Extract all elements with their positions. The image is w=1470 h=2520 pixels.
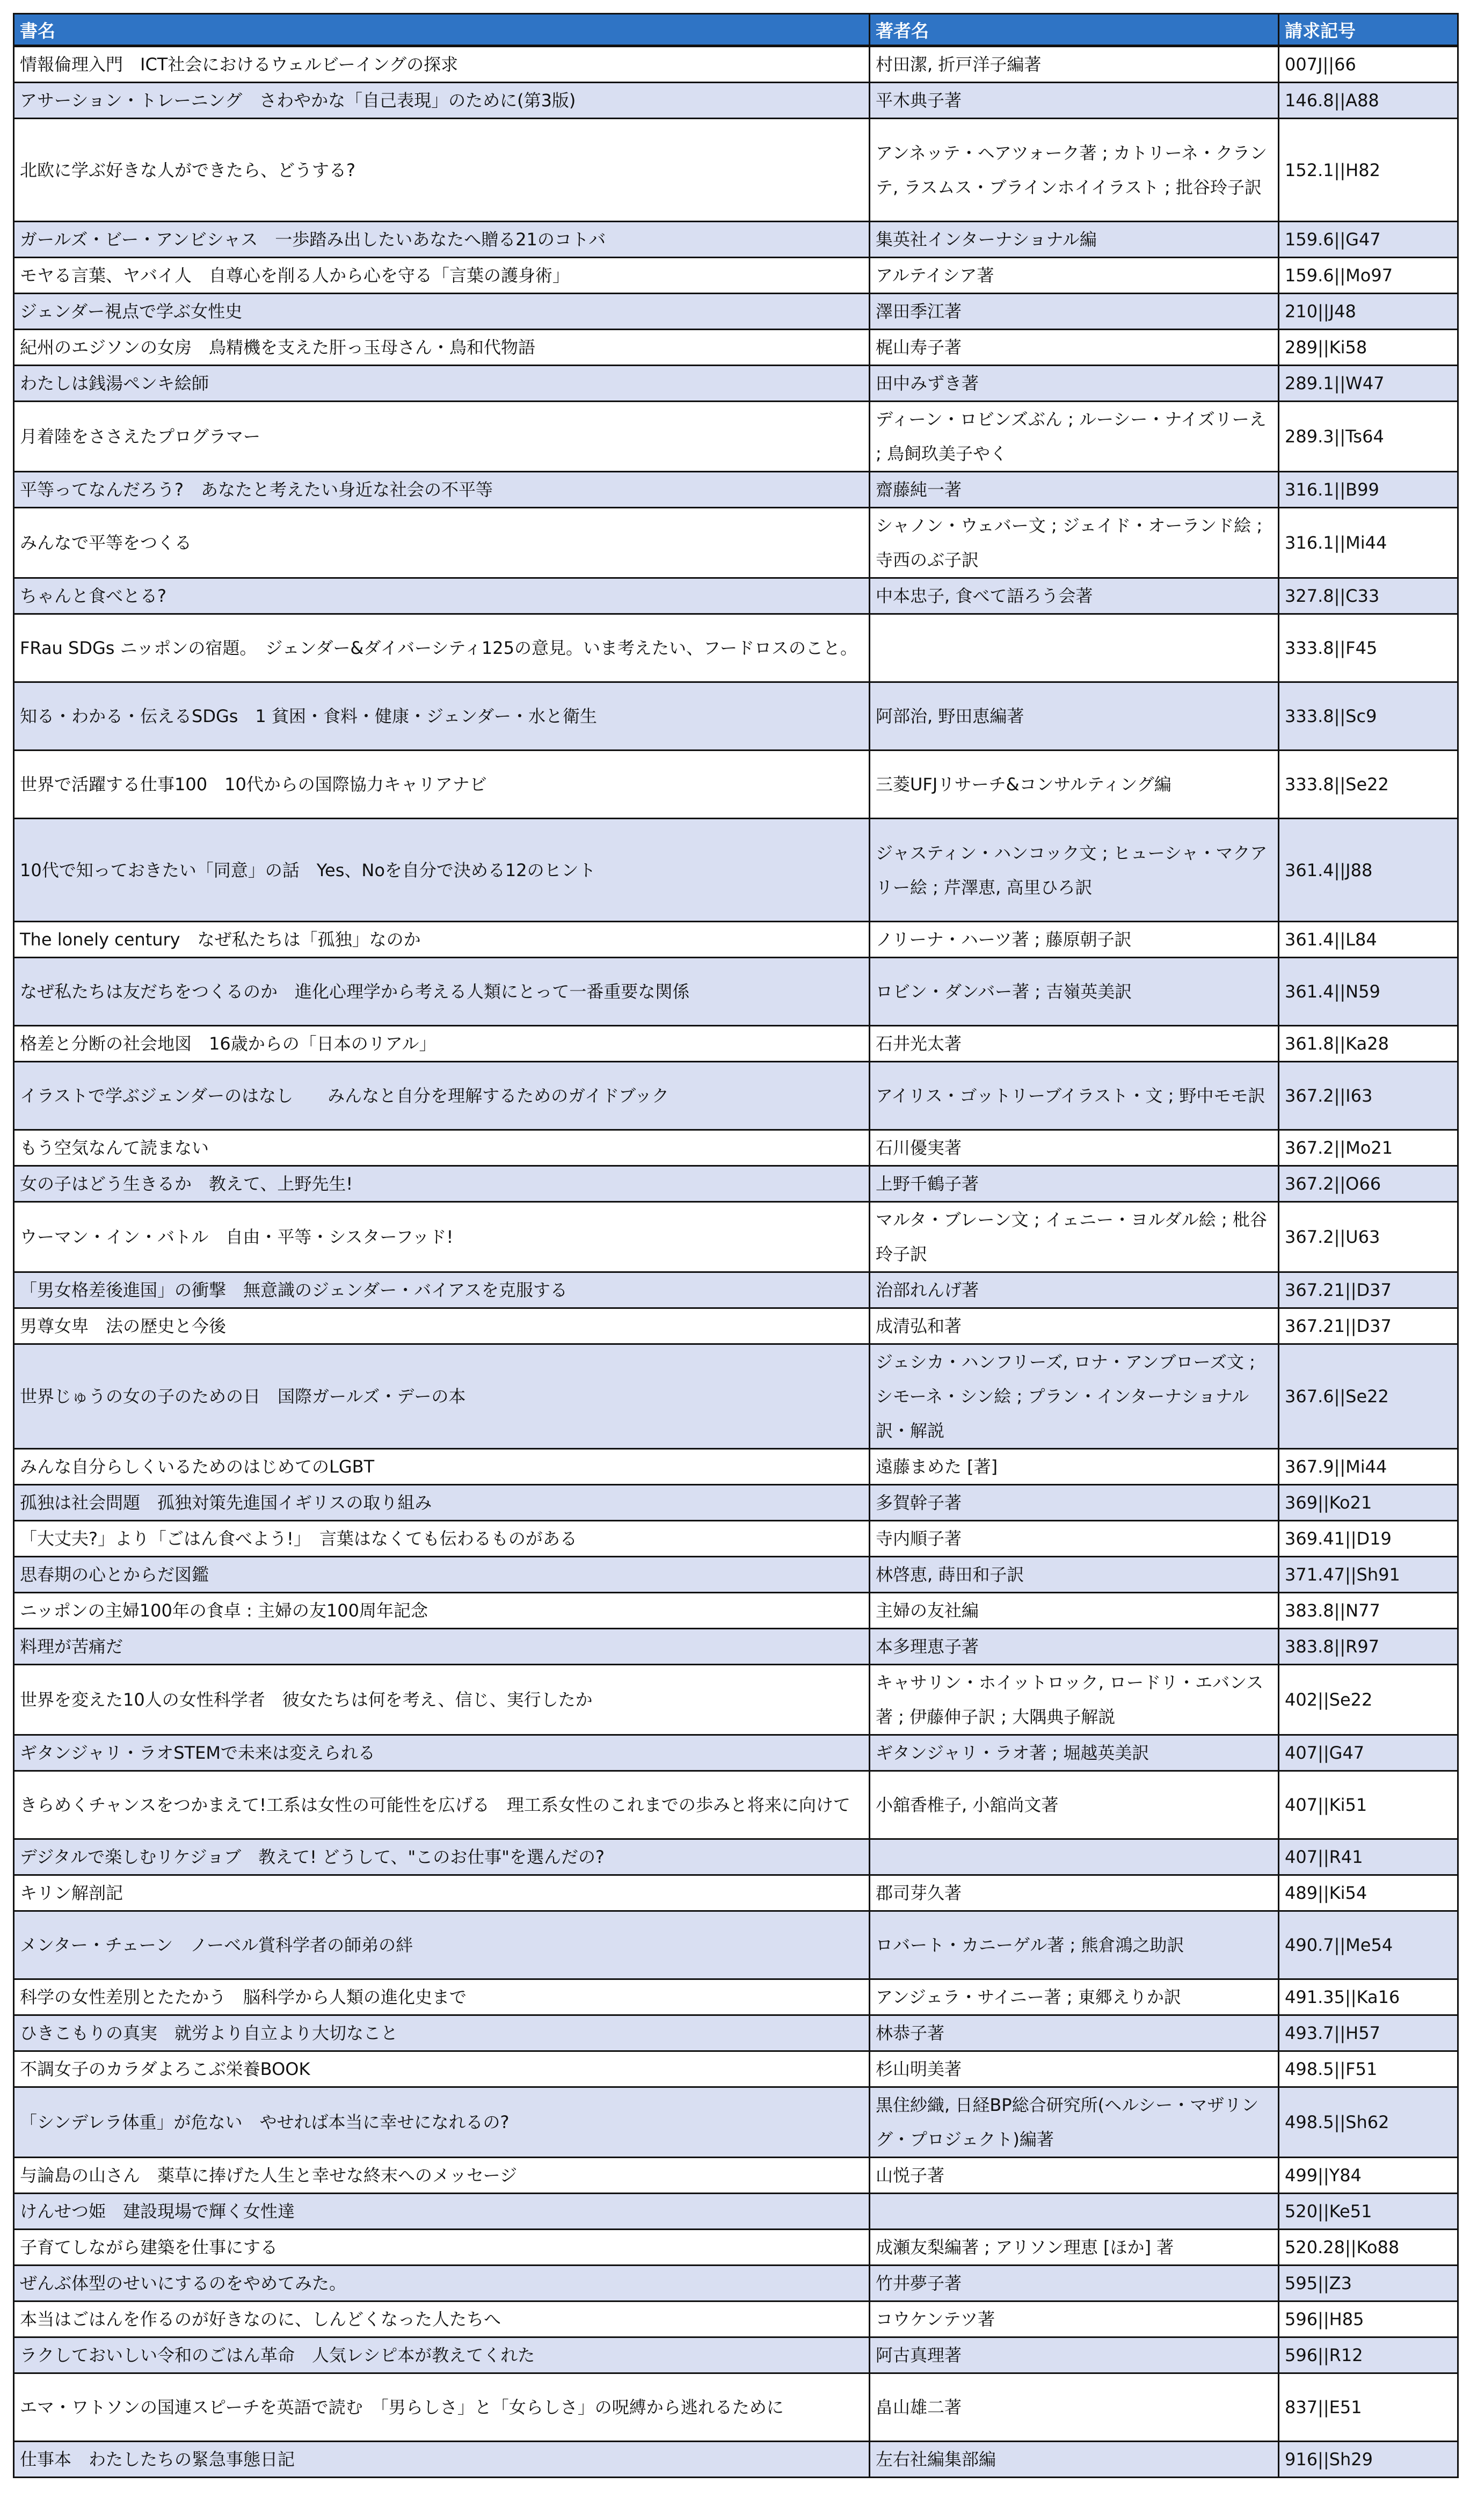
table-row [14, 294, 1458, 330]
author-cell: アルテイシア著 [870, 258, 1279, 294]
author-cell: 林啓恵, 蒔田和子訳 [870, 1557, 1279, 1593]
table-row [14, 1629, 1458, 1665]
author-cell [870, 2194, 1279, 2230]
table-row [14, 2087, 1458, 2158]
book-title-cell: メンター・チェーン ノーベル賞科学者の師弟の絆 [14, 1911, 870, 1979]
call-number-cell: 499||Y84 [1279, 2158, 1458, 2194]
book-title-cell: 仕事本 わたしたちの緊急事態日記 [14, 2442, 870, 2478]
table-row [14, 1735, 1458, 1771]
book-title-cell: もう空気なんて読まない [14, 1130, 870, 1166]
author-cell: ノリーナ・ハーツ著 ; 藤原朝子訳 [870, 922, 1279, 958]
table-row [14, 1130, 1458, 1166]
author-cell: 成清弘和著 [870, 1308, 1279, 1344]
table-row [14, 402, 1458, 472]
table-row [14, 2337, 1458, 2373]
table-row [14, 2266, 1458, 2301]
call-number-cell: 367.21||D37 [1279, 1272, 1458, 1308]
book-title-cell: 与論島の山さん 薬草に捧げた人生と幸せな終末へのメッセージ [14, 2158, 870, 2194]
call-number-cell: 595||Z3 [1279, 2266, 1458, 2301]
call-number-cell: 316.1||Mi44 [1279, 508, 1458, 578]
author-cell [870, 614, 1279, 682]
call-number-cell: 383.8||N77 [1279, 1593, 1458, 1629]
call-number-cell: 367.2||I63 [1279, 1062, 1458, 1130]
call-number-cell: 367.9||Mi44 [1279, 1449, 1458, 1485]
call-number-cell: 327.8||C33 [1279, 578, 1458, 614]
book-rows [14, 46, 1458, 2478]
author-cell: 黒住紗織, 日経BP総合研究所(ヘルシー・マザリング・プロジェクト)編著 [870, 2087, 1279, 2158]
book-title-cell: 格差と分断の社会地図 16歳からの「日本のリアル」 [14, 1026, 870, 1062]
call-number-cell: 596||H85 [1279, 2301, 1458, 2337]
table-row [14, 958, 1458, 1026]
author-cell: 杉山明美著 [870, 2051, 1279, 2087]
book-title-cell: ちゃんと食べとる? [14, 578, 870, 614]
table-row [14, 1839, 1458, 1875]
call-number-cell: 210||J48 [1279, 294, 1458, 330]
book-title-cell: FRau SDGs ニッポンの宿題。 ジェンダー&ダイバーシティ125の意見。いま考えたい、フードロスのこと。 [14, 614, 870, 682]
author-cell: シャノン・ウェバー文 ; ジェイド・オーランド絵 ; 寺西のぶ子訳 [870, 508, 1279, 578]
book-title-cell: 「シンデレラ体重」が危ない やせれば本当に幸せになれるの? [14, 2087, 870, 2158]
author-cell: 寺内順子著 [870, 1521, 1279, 1557]
table-row [14, 819, 1458, 922]
book-title-cell: 情報倫理入門 ICT社会におけるウェルビーイングの探求 [14, 46, 870, 83]
author-cell: 遠藤まめた [著] [870, 1449, 1279, 1485]
call-number-cell: 520.28||Ko88 [1279, 2230, 1458, 2266]
book-title-cell: 10代で知っておきたい「同意」の話 Yes、Noを自分で決める12のヒント [14, 819, 870, 922]
table-row [14, 2158, 1458, 2194]
book-title-cell: なぜ私たちは友だちをつくるのか 進化心理学から考える人類にとって一番重要な関係 [14, 958, 870, 1026]
author-cell: 集英社インターナショナル編 [870, 222, 1279, 258]
table-row [14, 83, 1458, 119]
book-title-cell: 知る・わかる・伝えるSDGs 1 貧困・食料・健康・ジェンダー・水と衛生 [14, 682, 870, 751]
call-number-cell: 361.4||N59 [1279, 958, 1458, 1026]
call-number-cell: 407||R41 [1279, 1839, 1458, 1875]
call-number-cell: 361.4||L84 [1279, 922, 1458, 958]
table-row [14, 2194, 1458, 2230]
header-call-number: 請求記号 [1279, 14, 1458, 46]
call-number-cell: 333.8||Sc9 [1279, 682, 1458, 751]
book-title-cell: デジタルで楽しむリケジョブ 教えて! どうして、"このお仕事"を選んだの? [14, 1839, 870, 1875]
author-cell: 成瀬友梨編著 ; アリソン理恵 [ほか] 著 [870, 2230, 1279, 2266]
call-number-cell: 007J||66 [1279, 46, 1458, 83]
table-row [14, 922, 1458, 958]
call-number-cell: 916||Sh29 [1279, 2442, 1458, 2478]
table-row [14, 119, 1458, 222]
table-row [14, 2051, 1458, 2087]
author-cell: キャサリン・ホイットロック, ロードリ・エバンス著 ; 伊藤伸子訳 ; 大隅典子解説 [870, 1665, 1279, 1735]
call-number-cell: 490.7||Me54 [1279, 1911, 1458, 1979]
book-title-cell: 子育てしながら建築を仕事にする [14, 2230, 870, 2266]
author-cell: 村田潔, 折戸洋子編著 [870, 46, 1279, 83]
author-cell: 治部れんげ著 [870, 1272, 1279, 1308]
author-cell: 齋藤純一著 [870, 472, 1279, 508]
book-title-cell: モヤる言葉、ヤバイ人 自尊心を削る人から心を守る「言葉の護身術」 [14, 258, 870, 294]
table-row [14, 2301, 1458, 2337]
book-title-cell: 料理が苦痛だ [14, 1629, 870, 1665]
book-title-cell: ニッポンの主婦100年の食卓 : 主婦の友100周年記念 [14, 1593, 870, 1629]
author-cell: ロバート・カニーゲル著 ; 熊倉鴻之助訳 [870, 1911, 1279, 1979]
book-title-cell: ぜんぶ体型のせいにするのをやめてみた。 [14, 2266, 870, 2301]
author-cell: 中本忠子, 食べて語ろう会著 [870, 578, 1279, 614]
book-title-cell: ラクしておいしい令和のごはん革命 人気レシピ本が教えてくれた [14, 2337, 870, 2373]
book-title-cell: ギタンジャリ・ラオSTEMで未来は変えられる [14, 1735, 870, 1771]
book-title-cell: 世界で活躍する仕事100 10代からの国際協力キャリアナビ [14, 751, 870, 819]
book-title-cell: 思春期の心とからだ図鑑 [14, 1557, 870, 1593]
call-number-cell: 369.41||D19 [1279, 1521, 1458, 1557]
author-cell: ジャスティン・ハンコック文 ; ヒューシャ・マクアリー絵 ; 芹澤恵, 高里ひろ訳 [870, 819, 1279, 922]
call-number-cell: 289||Ki58 [1279, 330, 1458, 366]
table-row [14, 508, 1458, 578]
header-row [14, 14, 1458, 46]
table-row [14, 1344, 1458, 1449]
book-title-cell: エマ・ワトソンの国連スピーチを英語で読む 「男らしさ」と「女らしさ」の呪縛から逃れるために [14, 2373, 870, 2442]
call-number-cell: 367.2||O66 [1279, 1166, 1458, 1202]
call-number-cell: 498.5||F51 [1279, 2051, 1458, 2087]
table-row [14, 2015, 1458, 2051]
author-cell: ディーン・ロビンズぶん ; ルーシー・ナイズリーえ ; 鳥飼玖美子やく [870, 402, 1279, 472]
call-number-cell: 152.1||H82 [1279, 119, 1458, 222]
author-cell: 山悦子著 [870, 2158, 1279, 2194]
table-row [14, 1875, 1458, 1911]
call-number-cell: 369||Ko21 [1279, 1485, 1458, 1521]
table-row [14, 222, 1458, 258]
call-number-cell: 289.3||Ts64 [1279, 402, 1458, 472]
table-row [14, 1557, 1458, 1593]
book-title-cell: 本当はごはんを作るのが好きなのに、しんどくなった人たちへ [14, 2301, 870, 2337]
table-row [14, 46, 1458, 83]
book-title-cell: ひきこもりの真実 就労より自立より大切なこと [14, 2015, 870, 2051]
call-number-cell: 498.5||Sh62 [1279, 2087, 1458, 2158]
header-title: 書名 [14, 14, 870, 46]
author-cell: 左右社編集部編 [870, 2442, 1279, 2478]
book-title-cell: アサーション・トレーニング さわやかな「自己表現」のために(第3版) [14, 83, 870, 119]
call-number-cell: 367.6||Se22 [1279, 1344, 1458, 1449]
author-cell: 阿部治, 野田恵編著 [870, 682, 1279, 751]
author-cell: アンジェラ・サイニー著 ; 東郷えりか訳 [870, 1979, 1279, 2015]
call-number-cell: 520||Ke51 [1279, 2194, 1458, 2230]
book-title-cell: わたしは銭湯ペンキ絵師 [14, 366, 870, 402]
call-number-cell: 371.47||Sh91 [1279, 1557, 1458, 1593]
book-title-cell: 科学の女性差別とたたかう 脳科学から人類の進化史まで [14, 1979, 870, 2015]
book-title-cell: The lonely century なぜ私たちは「孤独」なのか [14, 922, 870, 958]
book-title-cell: みんな自分らしくいるためのはじめてのLGBT [14, 1449, 870, 1485]
author-cell: 石川優実著 [870, 1130, 1279, 1166]
table-row [14, 2442, 1458, 2478]
author-cell: 澤田季江著 [870, 294, 1279, 330]
author-cell: 竹井夢子著 [870, 2266, 1279, 2301]
call-number-cell: 289.1||W47 [1279, 366, 1458, 402]
book-title-cell: 「男女格差後進国」の衝撃 無意識のジェンダー・バイアスを克服する [14, 1272, 870, 1308]
author-cell: ギタンジャリ・ラオ著 ; 堀越英美訳 [870, 1735, 1279, 1771]
author-cell: 阿古真理著 [870, 2337, 1279, 2373]
book-title-cell: みんなで平等をつくる [14, 508, 870, 578]
author-cell: 梶山寿子著 [870, 330, 1279, 366]
call-number-cell: 146.8||A88 [1279, 83, 1458, 119]
book-title-cell: 世界じゅうの女の子のための日 国際ガールズ・デーの本 [14, 1344, 870, 1449]
call-number-cell: 361.8||Ka28 [1279, 1026, 1458, 1062]
book-title-cell: 北欧に学ぶ好きな人ができたら、どうする? [14, 119, 870, 222]
book-title-cell: 男尊女卑 法の歴史と今後 [14, 1308, 870, 1344]
call-number-cell: 383.8||R97 [1279, 1629, 1458, 1665]
table-row [14, 1979, 1458, 2015]
call-number-cell: 489||Ki54 [1279, 1875, 1458, 1911]
call-number-cell: 333.8||F45 [1279, 614, 1458, 682]
book-title-cell: 孤独は社会問題 孤独対策先進国イギリスの取り組み [14, 1485, 870, 1521]
book-title-cell: 平等ってなんだろう? あなたと考えたい身近な社会の不平等 [14, 472, 870, 508]
author-cell: コウケンテツ著 [870, 2301, 1279, 2337]
book-list-sheet [13, 13, 1457, 2478]
call-number-cell: 159.6||Mo97 [1279, 258, 1458, 294]
book-title-cell: ウーマン・イン・バトル 自由・平等・シスターフッド! [14, 1202, 870, 1272]
book-title-cell: 不調女子のカラダよろこぶ栄養BOOK [14, 2051, 870, 2087]
table-row [14, 2230, 1458, 2266]
book-title-cell: ガールズ・ビー・アンビシャス 一歩踏み出したいあなたへ贈る21のコトバ [14, 222, 870, 258]
call-number-cell: 837||E51 [1279, 2373, 1458, 2442]
table-row [14, 1202, 1458, 1272]
author-cell: 田中みずき著 [870, 366, 1279, 402]
call-number-cell: 333.8||Se22 [1279, 751, 1458, 819]
table-row [14, 2373, 1458, 2442]
author-cell: 林恭子著 [870, 2015, 1279, 2051]
author-cell: 主婦の友社編 [870, 1593, 1279, 1629]
call-number-cell: 367.21||D37 [1279, 1308, 1458, 1344]
book-title-cell: きらめくチャンスをつかまえて!工系は女性の可能性を広げる 理工系女性のこれまでの歩みと将来に向けて [14, 1771, 870, 1839]
table-row [14, 1026, 1458, 1062]
call-number-cell: 159.6||G47 [1279, 222, 1458, 258]
author-cell: 本多理恵子著 [870, 1629, 1279, 1665]
table-row [14, 1308, 1458, 1344]
table-row [14, 330, 1458, 366]
author-cell: ジェシカ・ハンフリーズ, ロナ・アンブローズ文 ; シモーネ・シン絵 ; プラン・インターナショナル訳・解説 [870, 1344, 1279, 1449]
book-title-cell: 紀州のエジソンの女房 鳥精機を支えた肝っ玉母さん・鳥和代物語 [14, 330, 870, 366]
table-row [14, 1911, 1458, 1979]
author-cell: アイリス・ゴットリーブイラスト・文 ; 野中モモ訳 [870, 1062, 1279, 1130]
author-cell: 郡司芽久著 [870, 1875, 1279, 1911]
book-title-cell: 女の子はどう生きるか 教えて、上野先生! [14, 1166, 870, 1202]
table-row [14, 1665, 1458, 1735]
author-cell: 多賀幹子著 [870, 1485, 1279, 1521]
call-number-cell: 491.35||Ka16 [1279, 1979, 1458, 2015]
book-title-cell: 月着陸をささえたプログラマー [14, 402, 870, 472]
book-table [13, 13, 1459, 2478]
table-row [14, 578, 1458, 614]
call-number-cell: 407||G47 [1279, 1735, 1458, 1771]
author-cell: 小舘香椎子, 小舘尚文著 [870, 1771, 1279, 1839]
call-number-cell: 316.1||B99 [1279, 472, 1458, 508]
table-row [14, 1521, 1458, 1557]
call-number-cell: 367.2||Mo21 [1279, 1130, 1458, 1166]
author-cell: 上野千鶴子著 [870, 1166, 1279, 1202]
author-cell: 平木典子著 [870, 83, 1279, 119]
author-cell: 三菱UFJリサーチ&コンサルティング編 [870, 751, 1279, 819]
table-row [14, 1485, 1458, 1521]
author-cell: 石井光太著 [870, 1026, 1279, 1062]
table-row [14, 614, 1458, 682]
book-title-cell: キリン解剖記 [14, 1875, 870, 1911]
table-row [14, 1272, 1458, 1308]
author-cell: ロビン・ダンバー著 ; 吉嶺英美訳 [870, 958, 1279, 1026]
table-row [14, 366, 1458, 402]
call-number-cell: 596||R12 [1279, 2337, 1458, 2373]
table-row [14, 472, 1458, 508]
table-row [14, 1062, 1458, 1130]
call-number-cell: 361.4||J88 [1279, 819, 1458, 922]
table-row [14, 1449, 1458, 1485]
table-row [14, 1166, 1458, 1202]
book-title-cell: 世界を変えた10人の女性科学者 彼女たちは何を考え、信じ、実行したか [14, 1665, 870, 1735]
book-title-cell: けんせつ姫 建設現場で輝く女性達 [14, 2194, 870, 2230]
call-number-cell: 407||Ki51 [1279, 1771, 1458, 1839]
book-title-cell: 「大丈夫?」より「ごはん食べよう!」 言葉はなくても伝わるものがある [14, 1521, 870, 1557]
author-cell: 畠山雄二著 [870, 2373, 1279, 2442]
author-cell [870, 1839, 1279, 1875]
author-cell: アンネッテ・ヘアツォーク著 ; カトリーネ・クランテ, ラスムス・ブラインホイイラスト ; 批谷玲子訳 [870, 119, 1279, 222]
call-number-cell: 402||Se22 [1279, 1665, 1458, 1735]
table-row [14, 682, 1458, 751]
table-row [14, 258, 1458, 294]
table-row [14, 751, 1458, 819]
author-cell: マルタ・ブレーン文 ; イェニー・ヨルダル絵 ; 枇谷玲子訳 [870, 1202, 1279, 1272]
book-title-cell: イラストで学ぶジェンダーのはなし みんなと自分を理解するためのガイドブック [14, 1062, 870, 1130]
book-title-cell: ジェンダー視点で学ぶ女性史 [14, 294, 870, 330]
call-number-cell: 493.7||H57 [1279, 2015, 1458, 2051]
call-number-cell: 367.2||U63 [1279, 1202, 1458, 1272]
header-author: 著者名 [870, 14, 1279, 46]
table-row [14, 1593, 1458, 1629]
table-row [14, 1771, 1458, 1839]
